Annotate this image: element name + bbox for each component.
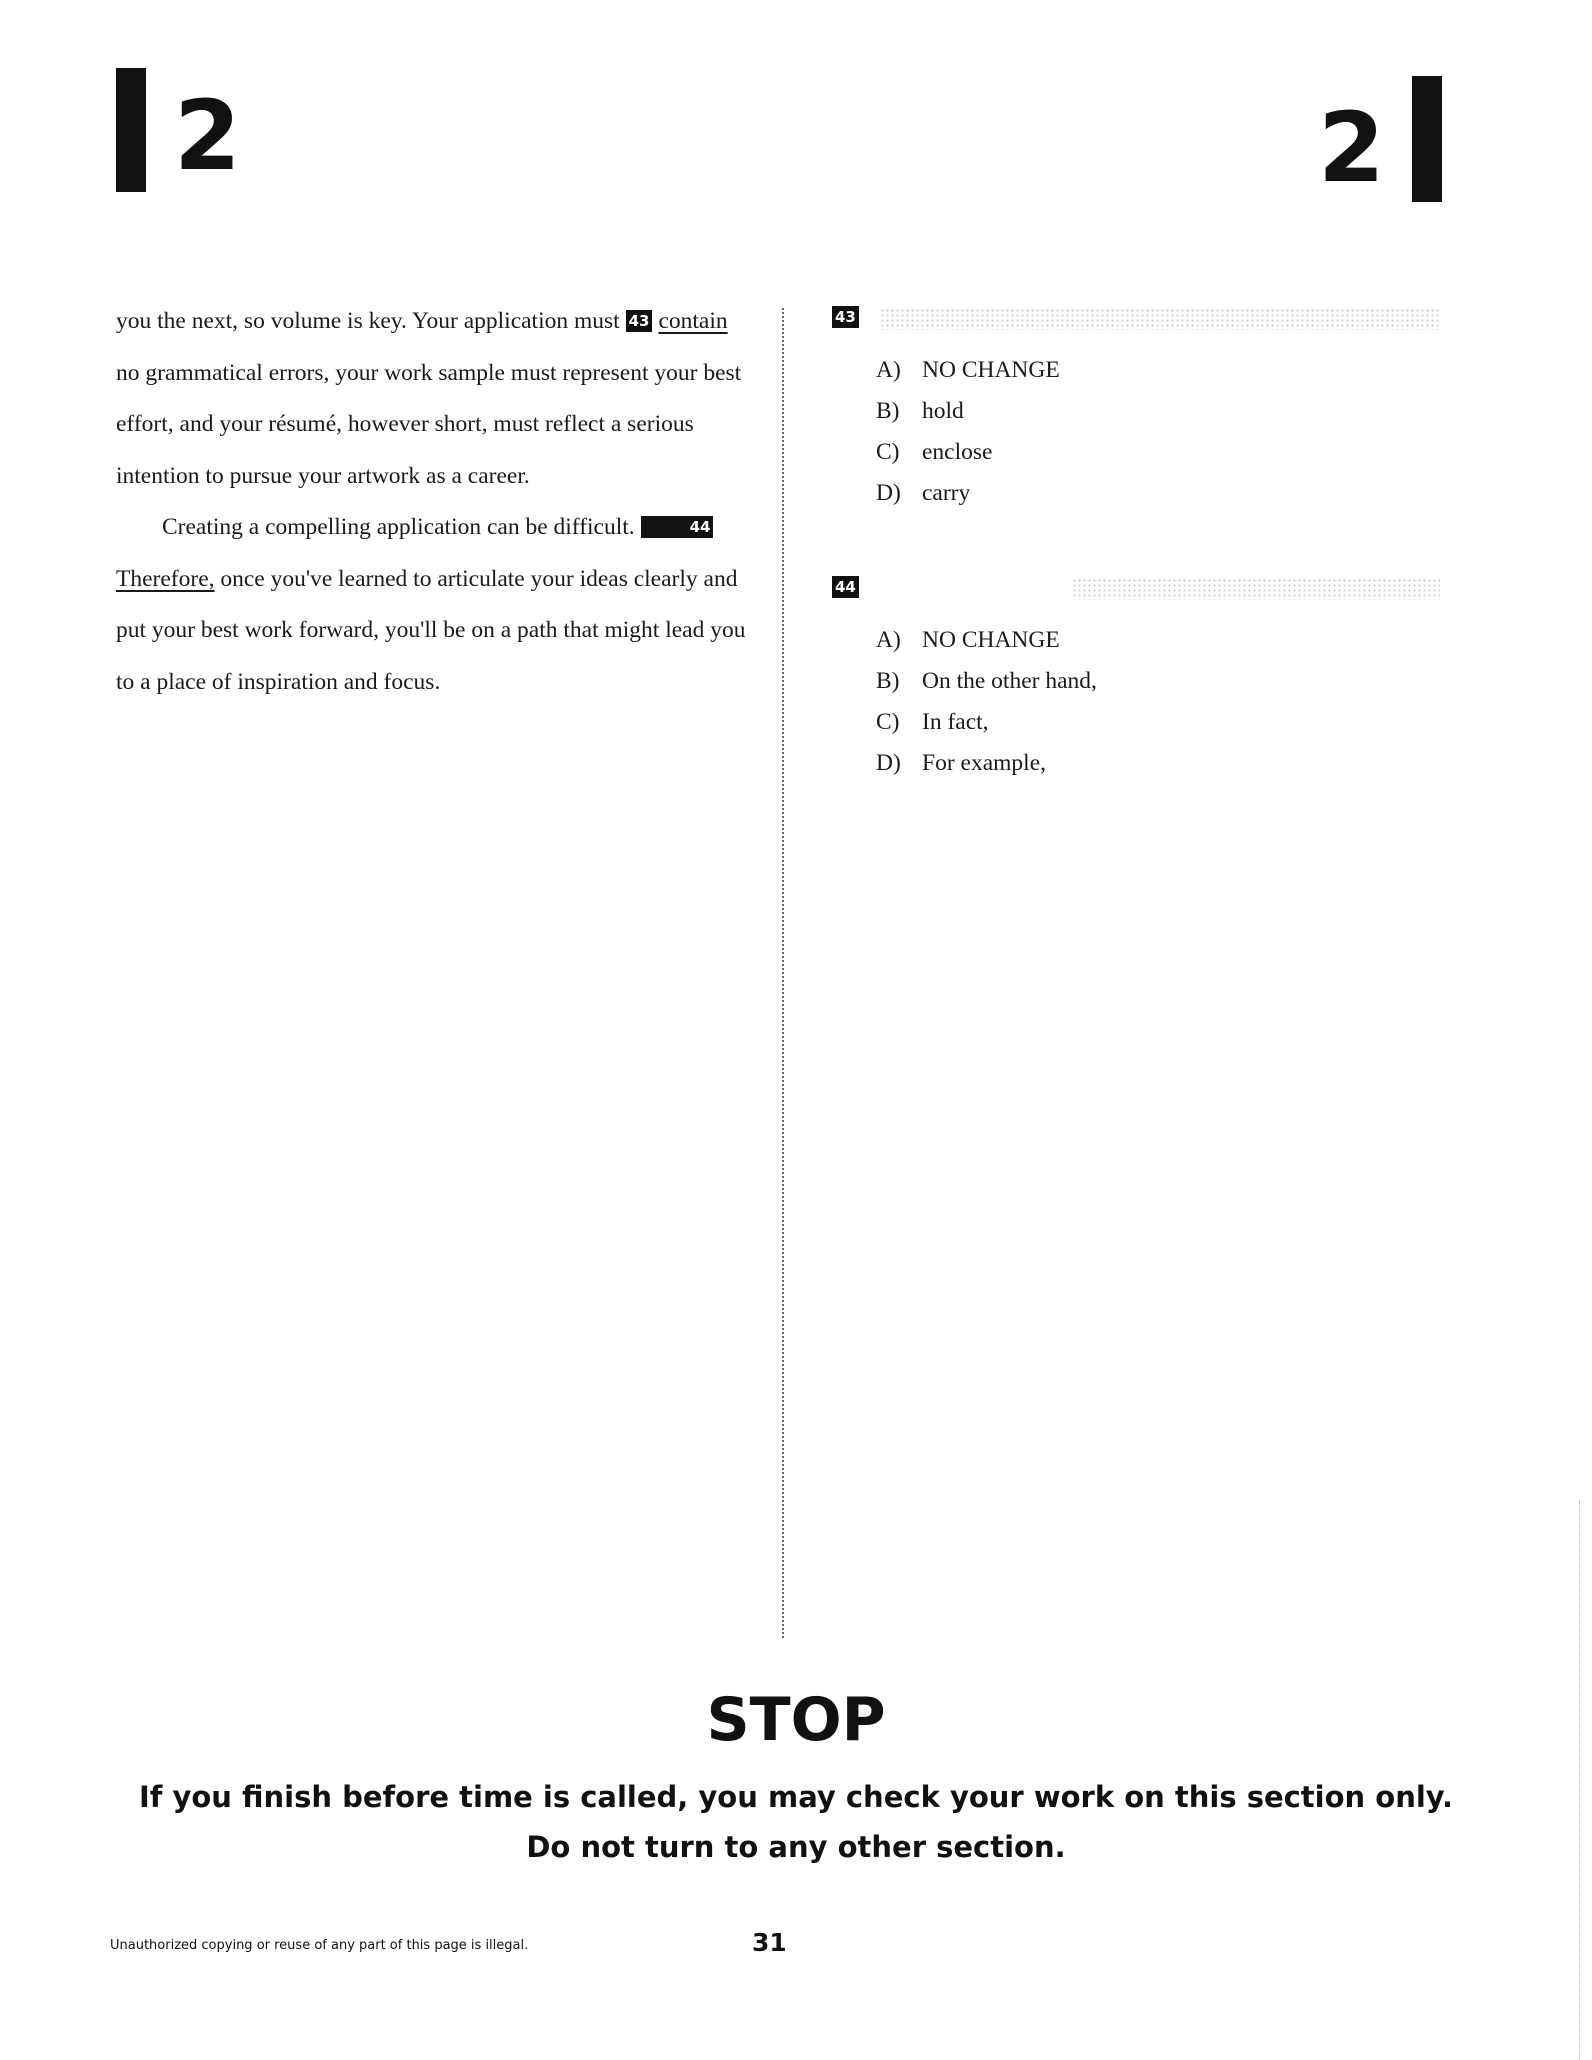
choice-text: carry	[922, 480, 971, 506]
choice-text: On the other hand,	[922, 668, 1097, 694]
stop-instruction-line-1: If you finish before time is called, you may check your work on this section only.	[138, 1780, 1454, 1814]
column-divider	[782, 308, 784, 1638]
p1-after: no grammatical errors, your work sample must represent your best effort, and your résumé, however short, must reflect a serious intention to pursue your artwork as a career.	[116, 359, 742, 489]
choice-44-c[interactable]	[876, 702, 1452, 743]
question-43	[832, 302, 1452, 514]
stop-heading: STOP	[706, 1685, 886, 1755]
choice-44-a[interactable]	[876, 620, 1452, 661]
choice-43-a[interactable]	[876, 350, 1452, 391]
right-section-number: 2	[1318, 92, 1385, 204]
choice-text: For example,	[922, 750, 1046, 776]
choice-letter: D)	[876, 750, 901, 776]
question-43-scan-noise	[880, 308, 1440, 330]
passage	[116, 296, 756, 708]
scan-edge-artifact	[1579, 1500, 1580, 2060]
question-43-header	[832, 302, 1452, 336]
choice-text: enclose	[922, 439, 993, 465]
choice-text: NO CHANGE	[922, 357, 1060, 383]
p1-before: you the next, so volume is key. Your application must	[116, 308, 626, 334]
page-number: 31	[752, 1928, 787, 1957]
choice-letter: B)	[876, 668, 900, 694]
stop-instructions	[0, 1772, 1592, 1872]
question-44-scan-noise	[1072, 578, 1440, 600]
left-section-number: 2	[174, 80, 241, 192]
question-44-number: 44	[832, 576, 859, 598]
right-section-bar	[1412, 76, 1442, 202]
choice-letter: C)	[876, 439, 900, 465]
question-43-marker: 43	[626, 310, 653, 332]
question-44-header	[832, 572, 1452, 606]
choice-text: hold	[922, 398, 964, 424]
choice-43-c[interactable]	[876, 432, 1452, 473]
choice-text: NO CHANGE	[922, 627, 1060, 653]
question-43-number: 43	[832, 306, 859, 328]
choice-letter: B)	[876, 398, 900, 424]
question-44-choices	[876, 620, 1452, 784]
p2-first: Creating a compelling application can be difficult.	[162, 514, 641, 540]
question-44-marker: 44	[641, 516, 714, 538]
underlined-therefore: Therefore,	[116, 565, 215, 592]
left-section-bar	[116, 68, 146, 192]
choice-44-d[interactable]	[876, 743, 1452, 784]
question-43-choices	[876, 350, 1452, 514]
question-44	[832, 572, 1452, 784]
copyright-notice: Unauthorized copying or reuse of any part of this page is illegal.	[110, 1938, 529, 1953]
underlined-contain: contain	[658, 308, 728, 334]
choice-43-b[interactable]	[876, 391, 1452, 432]
p2-after: once you've learned to articulate your ideas clearly and put your best work forward, you'll be on a path that might lead you to a place of inspiration and focus.	[116, 565, 746, 695]
choice-letter: A)	[876, 357, 901, 383]
choice-letter: D)	[876, 480, 901, 506]
choice-letter: A)	[876, 627, 901, 653]
stop-instruction-line-2: Do not turn to any other section.	[526, 1830, 1066, 1864]
choice-43-d[interactable]	[876, 473, 1452, 514]
choice-44-b[interactable]	[876, 661, 1452, 702]
passage-paragraph-1	[116, 296, 756, 502]
choice-text: In fact,	[922, 709, 989, 735]
passage-paragraph-2	[116, 502, 756, 708]
choice-letter: C)	[876, 709, 900, 735]
